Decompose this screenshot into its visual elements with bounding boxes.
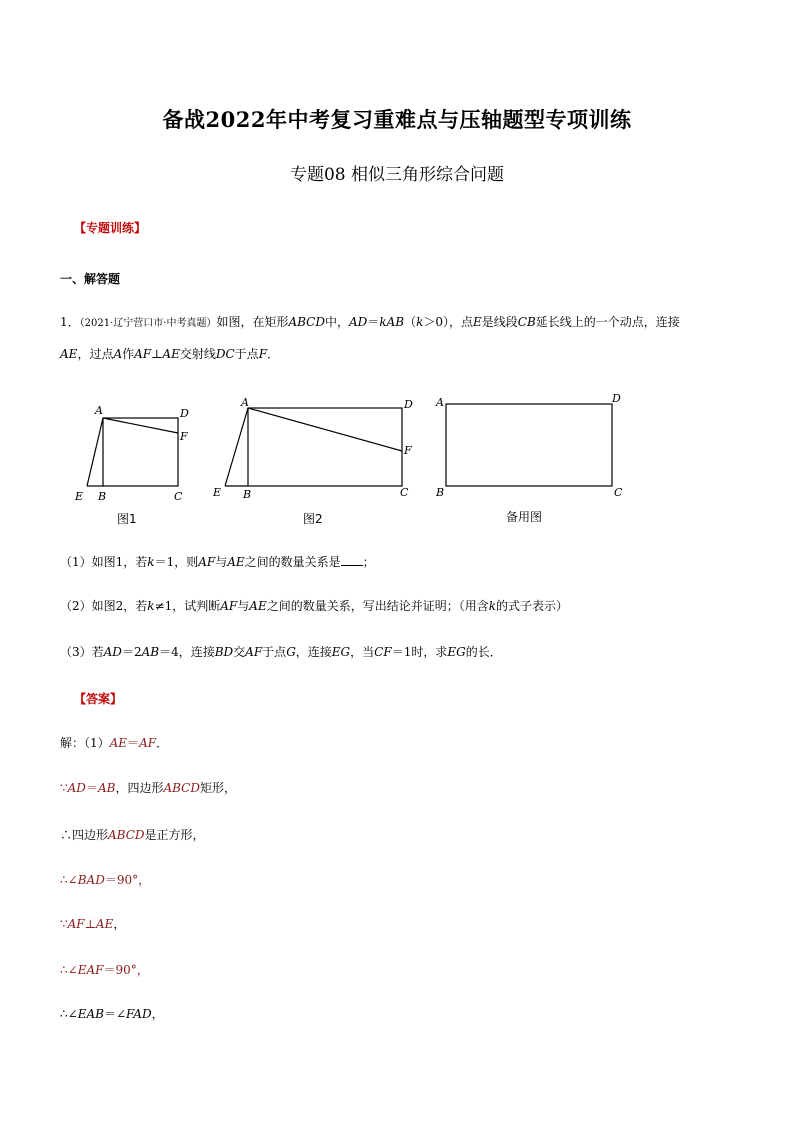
fig2-line-ae — [225, 408, 248, 486]
q-text: 是线段 — [481, 315, 518, 329]
sub-question-2 — [60, 591, 740, 621]
fig1-line-af — [103, 418, 178, 433]
q-text: ≠1，试判断 — [154, 599, 221, 613]
q-text: ＝4，连接 — [159, 645, 215, 659]
q-text: 交 — [233, 645, 246, 659]
a-text: ，四边形 — [115, 781, 164, 795]
fig3-point-b: B — [436, 486, 445, 499]
a-text: ∴∠ — [60, 1007, 78, 1021]
a-var: AF⊥AE — [67, 917, 114, 931]
q-text: ． — [267, 347, 280, 361]
q-text: 中， — [324, 315, 349, 329]
q-text: 之间的数量关系，写出结论并证明；（用含 — [266, 599, 489, 613]
q-text: 于点 — [234, 347, 259, 361]
figure-1 — [87, 418, 178, 486]
page-title: 备战2022年中考复习重难点与压轴题型专项训练 — [162, 107, 632, 132]
q-var: k — [488, 599, 497, 613]
a-var: AB — [97, 781, 116, 795]
question-stem — [60, 307, 740, 369]
q-text: （2）如图2，若 — [60, 599, 148, 613]
a-text: ＝ — [127, 736, 140, 750]
fig2-point-e: E — [213, 486, 222, 499]
figure-1-caption: 图1 — [117, 512, 137, 526]
q-text: 之间的数量关系是 — [244, 555, 341, 569]
answer-line-1 — [60, 734, 168, 751]
fig1-point-c: C — [174, 490, 183, 503]
a-text: ＝90°， — [104, 873, 151, 887]
fig2-line-af — [248, 408, 402, 451]
q-text: ＝1，则 — [154, 555, 199, 569]
fig1-point-b: B — [98, 490, 107, 503]
q-text: ＝2 — [121, 645, 142, 659]
a-text: ∴∠ — [60, 963, 78, 977]
a-text: ∵ — [60, 781, 68, 795]
fig1-point-d: D — [180, 407, 189, 420]
a-text: ． — [156, 736, 169, 750]
q-var: k — [147, 599, 155, 613]
figure-3-caption: 备用图 — [506, 510, 543, 524]
a-var: BAD — [77, 873, 105, 887]
a-var: EAF — [77, 963, 104, 977]
fig1-square — [103, 418, 178, 486]
answer-line-2 — [60, 779, 236, 796]
q-var: AD — [103, 645, 122, 659]
answer-line-4 — [60, 871, 150, 888]
part-title: 一、解答题 — [60, 272, 121, 286]
answer-tag: 【答案】 — [74, 692, 123, 706]
q-var: F — [258, 347, 268, 361]
q-var: AF — [220, 599, 238, 613]
sub-question-1 — [60, 547, 740, 577]
a-text: 是正方形， — [144, 828, 205, 842]
q-var: AF — [245, 645, 263, 659]
q-text: ，当 — [350, 645, 375, 659]
q-text: 的长． — [465, 645, 502, 659]
a-var: AD — [67, 781, 86, 795]
fig3-rectangle — [446, 404, 612, 486]
a-var: ABCD — [108, 828, 145, 842]
fig1-point-e: E — [75, 490, 84, 503]
q-var: DC — [215, 347, 235, 361]
q-text: ＞0），点 — [423, 315, 474, 329]
page-subtitle: 专题08 相似三角形综合问题 — [289, 165, 505, 185]
question-source: （2021·辽宁营口市·中考真题） — [79, 318, 217, 329]
q-text: 与 — [215, 555, 228, 569]
q-var: G — [286, 645, 296, 659]
q-text: （ — [404, 315, 417, 329]
q-var: CF — [374, 645, 392, 659]
q-var: AE — [249, 599, 267, 613]
fig2-rectangle — [248, 408, 402, 486]
q-text: （3）若 — [60, 645, 104, 659]
a-text: ∴四边形 — [60, 828, 109, 842]
a-var: EAB — [77, 1007, 104, 1021]
q-var: EG — [331, 645, 351, 659]
fig2-point-c: C — [400, 486, 409, 499]
q-text: 的式子表示） — [496, 599, 569, 613]
q-var: k — [416, 315, 424, 329]
q-var: kAB — [379, 315, 405, 329]
q-var: CB — [517, 315, 536, 329]
answer-line-6 — [60, 961, 149, 978]
q-text: 交射线 — [179, 347, 216, 361]
q-text: ，过点 — [77, 347, 114, 361]
a-text: ＝∠ — [103, 1007, 127, 1021]
fig2-point-b: B — [243, 488, 252, 501]
q-text: 于点 — [262, 645, 287, 659]
q-var: ABCD — [288, 315, 325, 329]
q-var: AD — [349, 315, 368, 329]
q-text: 如图，在矩形 — [216, 315, 289, 329]
fig2-point-a: A — [241, 396, 249, 409]
a-var: AE — [109, 736, 128, 750]
q-var: BD — [214, 645, 234, 659]
q-text: ； — [362, 555, 375, 569]
q-var: AF⊥AE — [134, 347, 180, 361]
fig3-point-d: D — [612, 392, 621, 405]
a-text: ， — [151, 1007, 164, 1021]
geometry-figures — [60, 390, 660, 530]
q-var: AB — [141, 645, 160, 659]
q-text: ，连接 — [295, 645, 332, 659]
q-text: ＝ — [367, 315, 380, 329]
q-text: 作 — [122, 347, 135, 361]
answer-line-5 — [60, 915, 125, 932]
answer-line-7 — [60, 1005, 164, 1022]
fig1-line-ae — [87, 418, 103, 486]
figure-2 — [225, 408, 402, 486]
q-var: AF — [198, 555, 216, 569]
a-text: ＝ — [85, 781, 98, 795]
a-text: ∴∠ — [60, 873, 78, 887]
a-text: ∵ — [60, 917, 68, 931]
a-text: 矩形， — [199, 781, 236, 795]
fig1-point-f: F — [180, 430, 188, 443]
answer-blank — [341, 555, 363, 566]
sub-question-3 — [60, 637, 740, 667]
q-var: E — [473, 315, 482, 329]
q-text: 与 — [237, 599, 250, 613]
a-text: ， — [113, 917, 126, 931]
q-text: 延长线上的一个动点，连接 — [535, 315, 680, 329]
answer-line-3 — [60, 826, 205, 843]
fig2-point-f: F — [404, 444, 412, 457]
figure-2-caption: 图2 — [303, 512, 323, 526]
q-var: k — [147, 555, 155, 569]
q-var: A — [113, 347, 123, 361]
a-var: AF — [139, 736, 157, 750]
section-tag: 【专题训练】 — [74, 221, 147, 235]
fig3-point-a: A — [436, 396, 444, 409]
fig3-point-c: C — [614, 486, 623, 499]
a-var: ABCD — [163, 781, 200, 795]
q-text: ＝1时，求 — [391, 645, 448, 659]
q-var: EG — [447, 645, 466, 659]
question-number: 1． — [60, 315, 80, 329]
fig1-point-a: A — [95, 404, 103, 417]
a-text: 解：（1） — [60, 736, 110, 750]
q-var: AE — [227, 555, 245, 569]
a-var: FAD — [126, 1007, 152, 1021]
q-var: AE — [60, 347, 78, 361]
fig2-point-d: D — [404, 398, 413, 411]
a-text: ＝90°， — [103, 963, 149, 977]
q-text: （1）如图1，若 — [60, 555, 148, 569]
